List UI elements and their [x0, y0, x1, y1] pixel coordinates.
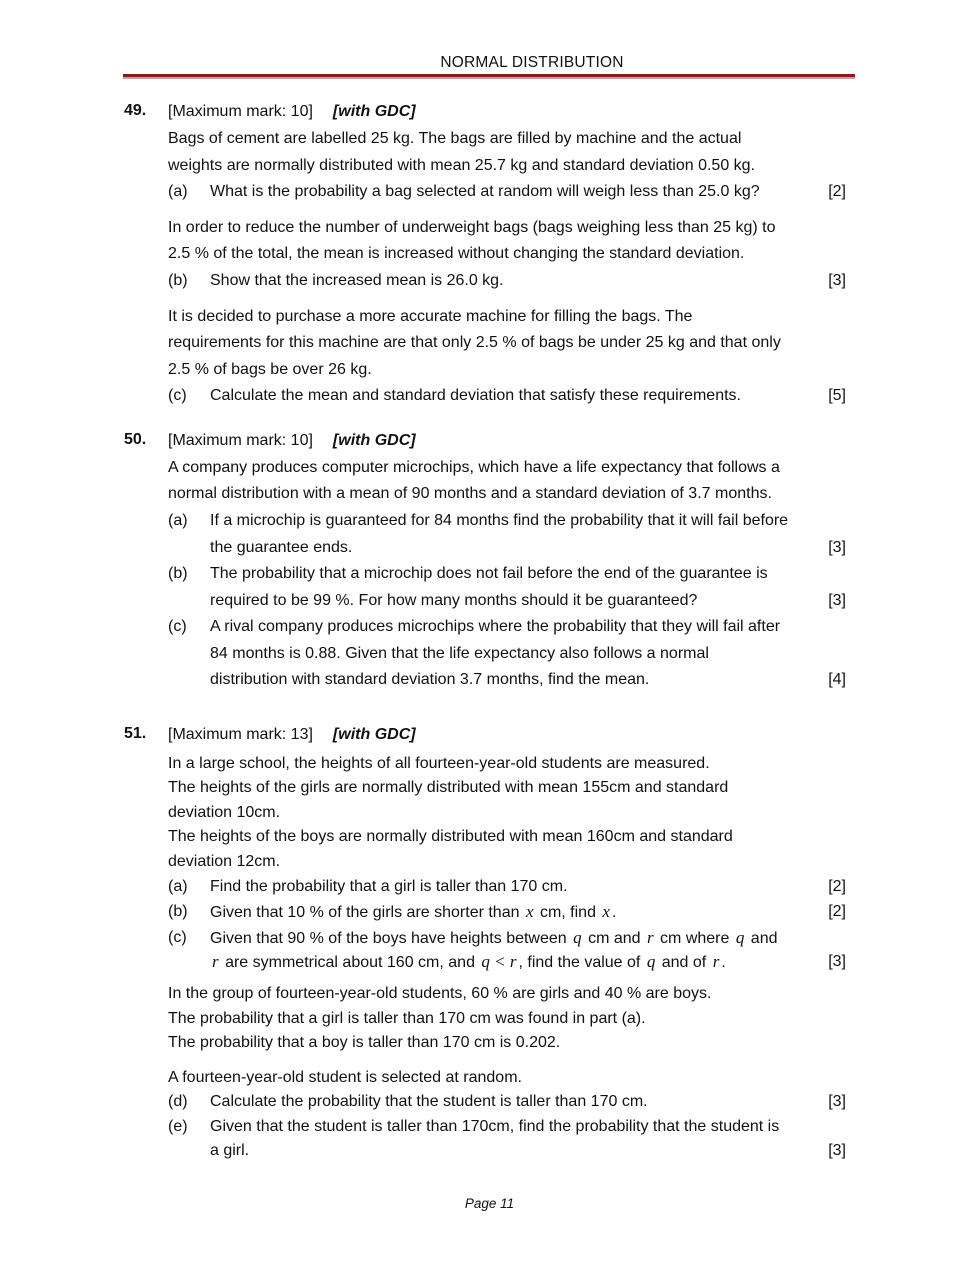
- part-label: (a): [168, 512, 188, 529]
- question-number: 49.: [124, 102, 147, 119]
- gdc-tag: [with GDC]: [332, 726, 416, 743]
- part-text: [210, 952, 726, 973]
- body-line: requirements for this machine are that only 2.5 % of bags be under 25 kg and that only: [168, 334, 781, 351]
- part-label: (e): [168, 1118, 188, 1135]
- part-label: (a): [168, 878, 188, 895]
- math-var: q: [735, 928, 745, 947]
- part-text: A rival company produces microchips where the probability that they will fail after: [210, 618, 781, 635]
- body-line: A fourteen-year-old student is selected at random.: [168, 1069, 522, 1086]
- text-run: .: [721, 954, 726, 971]
- body-line: It is decided to purchase a more accurate machine for filling the bags. The: [168, 308, 693, 325]
- body-line: In the group of fourteen-year-old students, 60 % are girls and 40 % are boys.: [168, 985, 712, 1002]
- gdc-tag: [with GDC]: [332, 103, 416, 120]
- part-mark: [3]: [828, 1142, 846, 1159]
- intro-line: deviation 12cm.: [168, 853, 281, 870]
- part-text: Calculate the mean and standard deviation that satisfy these requirements.: [210, 387, 741, 404]
- question-number: 50.: [124, 431, 147, 448]
- part-text: [210, 902, 616, 923]
- part-text: The probability that a microchip does not fail before the end of the guarantee is: [210, 565, 768, 582]
- part-text: a girl.: [210, 1142, 250, 1159]
- question-header: [168, 431, 818, 451]
- page-number: Page 11: [464, 1196, 515, 1211]
- question-header: [168, 102, 818, 122]
- max-mark: [Maximum mark: 10]: [168, 103, 313, 120]
- text-run: and: [746, 930, 778, 947]
- text-run: Given that 90 % of the boys have heights between: [210, 930, 572, 947]
- part-text: 84 months is 0.88. Given that the life expectancy also follows a normal: [210, 645, 709, 662]
- math-var: q: [646, 952, 656, 971]
- text-run: , find the value of: [518, 954, 645, 971]
- body-line: 2.5 % of bags be over 26 kg.: [168, 361, 372, 378]
- intro-line: The heights of the girls are normally distributed with mean 155cm and standard: [168, 779, 729, 796]
- part-label: (b): [168, 272, 188, 289]
- math-var: q: [573, 928, 582, 947]
- body-line: The probability that a boy is taller than 170 cm is 0.202.: [168, 1034, 561, 1051]
- part-mark: [3]: [828, 272, 846, 289]
- part-label: (a): [168, 183, 188, 200]
- intro-line: normal distribution with a mean of 90 months and a standard deviation of 3.7 months.: [168, 485, 772, 502]
- part-label: (c): [168, 618, 187, 635]
- part-mark: [3]: [828, 953, 846, 970]
- part-text: required to be 99 %. For how many months should it be guaranteed?: [210, 592, 698, 609]
- part-text: Given that the student is taller than 170cm, find the probability that the student is: [210, 1118, 780, 1135]
- part-label: (b): [168, 565, 188, 582]
- part-label: (d): [168, 1093, 188, 1110]
- part-label: (b): [168, 903, 188, 920]
- part-mark: [3]: [828, 592, 846, 609]
- part-text: What is the probability a bag selected at random will weigh less than 25.0 kg?: [210, 183, 760, 200]
- body-line: In order to reduce the number of underweight bags (bags weighing less than 25 kg) to: [168, 219, 776, 236]
- page-header-title: NORMAL DISTRIBUTION: [440, 54, 624, 71]
- math-var: x: [602, 902, 610, 921]
- part-text: Show that the increased mean is 26.0 kg.: [210, 272, 504, 289]
- question-header: [168, 725, 818, 745]
- body-line: 2.5 % of the total, the mean is increased without changing the standard deviation.: [168, 245, 745, 262]
- math-var: r: [646, 928, 654, 947]
- question-number: 51.: [124, 725, 147, 742]
- part-text: If a microchip is guaranteed for 84 months find the probability that it will fail before: [210, 512, 789, 529]
- part-text: Calculate the probability that the student is taller than 170 cm.: [210, 1093, 648, 1110]
- max-mark: [Maximum mark: 10]: [168, 432, 313, 449]
- text-run: cm and: [583, 930, 645, 947]
- part-mark: [2]: [828, 183, 846, 200]
- math-var: r: [712, 952, 720, 971]
- intro-line: A company produces computer microchips, which have a life expectancy that follows a: [168, 459, 780, 476]
- part-mark: [4]: [828, 671, 846, 688]
- math-var: r: [212, 952, 219, 971]
- part-label: (c): [168, 929, 187, 946]
- intro-line: In a large school, the heights of all fourteen-year-old students are measured.: [168, 755, 710, 772]
- math-var: x: [525, 902, 534, 921]
- part-label: (c): [168, 387, 187, 404]
- part-mark: [5]: [828, 387, 846, 404]
- max-mark: [Maximum mark: 13]: [168, 726, 313, 743]
- text-run: Given that 10 % of the girls are shorter than: [210, 904, 524, 921]
- part-mark: [3]: [828, 1093, 846, 1110]
- gdc-tag: [with GDC]: [332, 432, 416, 449]
- intro-line: deviation 10cm.: [168, 804, 281, 821]
- text-run: cm where: [655, 930, 734, 947]
- part-mark: [2]: [828, 878, 846, 895]
- text-run: are symmetrical about 160 cm, and: [220, 954, 480, 971]
- text-run: .: [611, 904, 617, 921]
- part-text: Find the probability that a girl is taller than 170 cm.: [210, 878, 568, 895]
- intro-line: weights are normally distributed with mean 25.7 kg and standard deviation 0.50 kg.: [168, 157, 756, 174]
- part-text: [210, 928, 778, 949]
- text-run: and of: [657, 954, 711, 971]
- header-rule: [123, 74, 855, 79]
- math-var: q < r: [481, 952, 517, 971]
- intro-line: Bags of cement are labelled 25 kg. The bags are filled by machine and the actual: [168, 130, 742, 147]
- part-mark: [3]: [828, 539, 846, 556]
- part-mark: [2]: [828, 903, 846, 920]
- intro-line: The heights of the boys are normally distributed with mean 160cm and standard: [168, 828, 733, 845]
- body-line: The probability that a girl is taller than 170 cm was found in part (a).: [168, 1010, 646, 1027]
- text-run: cm, find: [535, 904, 601, 921]
- part-text: the guarantee ends.: [210, 539, 353, 556]
- part-text: distribution with standard deviation 3.7 months, find the mean.: [210, 671, 650, 688]
